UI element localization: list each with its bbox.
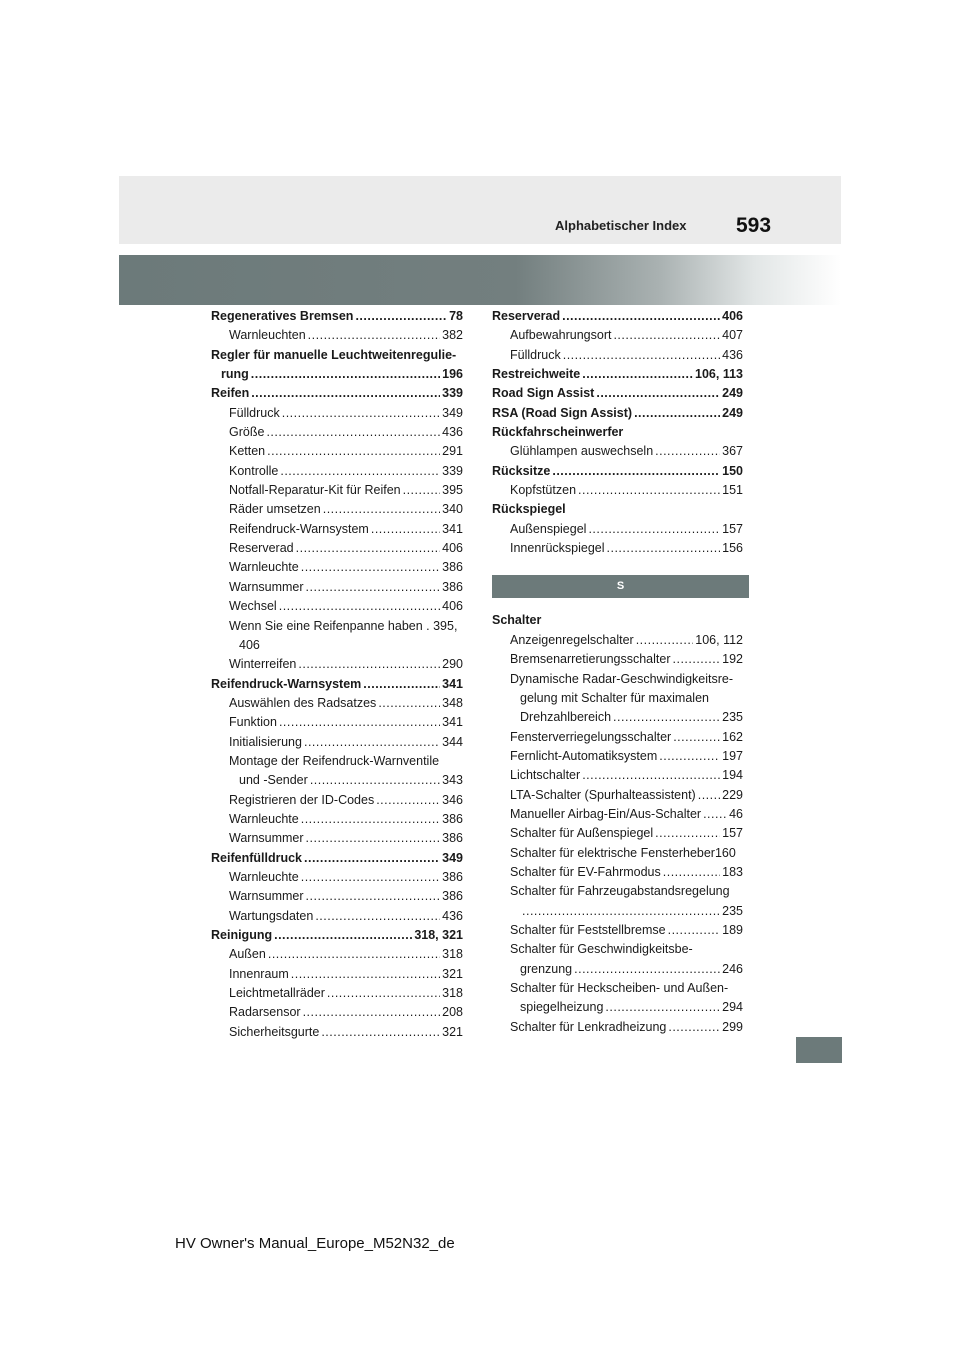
- dot-leader: [308, 326, 440, 345]
- dot-leader: [310, 771, 440, 790]
- index-entry: [492, 960, 743, 979]
- index-entry-label: Auswählen des Radsatzes: [229, 695, 377, 710]
- index-entry-label: Fernlicht-Automatiksystem: [510, 748, 658, 763]
- index-entry-page: 339: [442, 386, 463, 401]
- dot-leader: [268, 945, 440, 964]
- index-entry-label: Schalter für Lenkradheizung: [510, 1019, 667, 1034]
- index-entry-text: Schalter: [492, 613, 542, 628]
- dot-leader: [279, 713, 440, 732]
- index-entry-label: Innenrückspiegel: [510, 541, 605, 556]
- index-entry-label: Warnleuchte: [229, 560, 299, 575]
- index-entry-label: Registrieren der ID-Codes: [229, 792, 375, 807]
- index-entry-label: Warnleuchte: [229, 869, 299, 884]
- index-entry: [211, 307, 463, 326]
- index-entry: [211, 829, 463, 848]
- index-entry-page: 156: [722, 541, 743, 556]
- index-entry-label: RSA (Road Sign Assist): [492, 405, 633, 420]
- index-entry: [211, 539, 463, 558]
- index-entry-text: Wenn Sie eine Reifenpanne haben . 395,: [229, 618, 458, 633]
- index-entry: [211, 675, 463, 694]
- dot-leader: [378, 694, 440, 713]
- index-entry-text: Dynamische Radar-Geschwindigkeitsre-: [510, 671, 733, 686]
- index-entry-label: Fülldruck: [229, 405, 280, 420]
- index-entry: [492, 766, 743, 785]
- index-entry-page: 183: [722, 864, 743, 879]
- index-entry: [211, 887, 463, 906]
- index-entry: [492, 442, 743, 461]
- index-entry: [492, 326, 743, 345]
- index-entry-label: Warnleuchte: [229, 811, 299, 826]
- index-entry: [211, 520, 463, 539]
- dot-leader: [266, 423, 440, 442]
- index-entry-label: Wechsel: [229, 599, 277, 614]
- index-entry-page: 341: [442, 715, 463, 730]
- index-entry-page: 340: [442, 502, 463, 517]
- index-entry: [211, 810, 463, 829]
- index-entry-label: Schalter für Außenspiegel: [510, 826, 654, 841]
- index-entry-page: 436: [722, 347, 743, 362]
- index-entry-label: Initialisierung: [229, 734, 302, 749]
- index-entry-text: Schalter für Heckscheiben- und Außen-: [510, 981, 729, 995]
- dot-leader: [355, 307, 447, 326]
- dot-leader: [613, 326, 720, 345]
- index-entry-label: und -Sender: [239, 773, 308, 788]
- index-entry-page: 246: [722, 961, 743, 976]
- index-entry: [211, 945, 463, 964]
- index-entry-page: 406: [442, 541, 463, 556]
- dot-leader: [659, 747, 720, 766]
- dot-leader: [607, 539, 721, 558]
- index-entry: [211, 1023, 463, 1042]
- index-entry-page: 235: [722, 710, 743, 725]
- index-entry-label: Lichtschalter: [510, 768, 581, 783]
- index-entry: [211, 326, 463, 345]
- index-entry-page: 294: [722, 1000, 743, 1015]
- index-entry: [492, 481, 743, 500]
- index-entry: [492, 998, 743, 1017]
- index-entry-page: 196: [442, 367, 463, 382]
- index-entry-page: 318: [442, 947, 463, 962]
- index-entry-label: Reifendruck-Warnsystem: [229, 521, 369, 536]
- index-entry: [492, 650, 743, 669]
- dot-leader: [280, 462, 440, 481]
- index-entry-page: 407: [722, 328, 743, 343]
- index-entry: [492, 462, 743, 481]
- index-entry: [492, 346, 743, 365]
- dot-leader: [634, 404, 720, 423]
- dot-leader: [251, 384, 440, 403]
- index-entry-label: spiegelheizung: [520, 1000, 604, 1015]
- index-entry: [492, 307, 743, 326]
- index-entry-page: 197: [722, 748, 743, 763]
- index-entry-page: 339: [442, 463, 463, 478]
- index-entry-label: LTA-Schalter (Spurhalteassistent): [510, 787, 696, 802]
- index-entry-label: Warnsummer: [229, 831, 304, 846]
- dot-leader: [306, 829, 441, 848]
- dot-leader: [279, 597, 440, 616]
- index-entry-page: 349: [442, 850, 463, 865]
- index-entry-page: 46: [729, 806, 743, 821]
- dot-leader: [321, 1023, 440, 1042]
- index-entry-page: 235: [722, 903, 743, 918]
- index-entry-text: Schalter für Fahrzeugabstandsregelung: [510, 884, 730, 899]
- index-entry-label: Reifen: [211, 386, 250, 401]
- dot-leader: [298, 655, 440, 674]
- index-entry-label: Reifenfülldruck: [211, 850, 302, 865]
- index-entry-label: Restreichweite: [492, 367, 581, 382]
- index-entry-label: Reserverad: [229, 541, 294, 556]
- index-entry-page: 343: [442, 773, 463, 788]
- index-entry-page: 189: [722, 922, 743, 937]
- index-entry-label: Leichtmetallräder: [229, 986, 325, 1001]
- index-entry-page: 162: [722, 729, 743, 744]
- index-entry-label: Manueller Airbag-Ein/Aus-Schalter: [510, 806, 702, 821]
- index-entry: [211, 481, 463, 500]
- index-entry: [211, 384, 463, 403]
- index-entry-page: 290: [442, 657, 463, 672]
- index-entry-label: Außenspiegel: [510, 521, 587, 536]
- dot-leader: [578, 481, 720, 500]
- dot-leader: [301, 868, 440, 887]
- index-entry: [492, 786, 743, 805]
- dot-leader: [552, 462, 720, 481]
- index-entry-label: Außen: [229, 947, 266, 962]
- index-entry-label: Road Sign Assist: [492, 386, 595, 401]
- dot-leader: [363, 675, 440, 694]
- dot-leader: [282, 404, 440, 423]
- index-entry-label: Ketten: [229, 444, 266, 459]
- dot-leader: [301, 810, 440, 829]
- index-entry-page: 157: [722, 826, 743, 841]
- index-entry: [211, 578, 463, 597]
- dot-leader: [582, 365, 693, 384]
- index-entry-page: 386: [442, 869, 463, 884]
- index-entry: [211, 462, 463, 481]
- index-entry: [492, 824, 743, 843]
- index-entry: [211, 694, 463, 713]
- index-entry-page: 344: [442, 734, 463, 749]
- index-entry-label: Bremsenarretierungsschalter: [510, 652, 671, 667]
- index-entry: [492, 365, 743, 384]
- index-entry: [492, 404, 743, 423]
- index-entry-text: Rückfahrscheinwerfer: [492, 425, 624, 440]
- index-entry: [211, 442, 463, 461]
- index-entry-page: 386: [442, 560, 463, 575]
- index-entry-text: 406: [239, 637, 260, 652]
- index-entry-label: Aufbewahrungsort: [510, 328, 612, 343]
- index-entry: [492, 747, 743, 766]
- index-entry-label: Reserverad: [492, 309, 561, 323]
- index-entry: [492, 805, 743, 824]
- index-entry-page: 299: [722, 1019, 743, 1034]
- index-entry-label: Winterreifen: [229, 657, 297, 672]
- index-column-left: [211, 307, 463, 1042]
- index-entry-page: 349: [442, 405, 463, 420]
- page-number: 593: [736, 214, 772, 237]
- index-entry-page: 395: [442, 483, 463, 498]
- index-entry-page: 341: [442, 676, 463, 691]
- index-entry-page: 386: [442, 579, 463, 594]
- dot-leader: [304, 733, 440, 752]
- index-entry-page: 436: [442, 425, 463, 440]
- index-entry: [211, 868, 463, 887]
- dot-leader: [698, 786, 720, 805]
- index-entry-page: 157: [722, 521, 743, 536]
- index-entry-page: 229: [722, 787, 743, 802]
- dot-leader: [522, 902, 720, 921]
- index-entry-label: rung: [221, 367, 249, 382]
- dot-leader: [668, 921, 721, 940]
- dot-leader: [605, 998, 720, 1017]
- dot-leader: [267, 442, 440, 461]
- index-entry-page: 367: [722, 444, 743, 459]
- index-entry: [211, 849, 463, 868]
- dot-leader: [306, 578, 441, 597]
- index-entry-label: Kontrolle: [229, 463, 279, 478]
- index-entry-label: Warnsummer: [229, 889, 304, 904]
- dot-leader: [304, 849, 440, 868]
- dot-leader: [596, 384, 720, 403]
- index-entry-page: 321: [442, 1024, 463, 1039]
- index-entry: [211, 500, 463, 519]
- index-entry-page: 406: [722, 309, 743, 323]
- index-entry-text: Rückspiegel: [492, 502, 566, 517]
- dot-leader: [291, 965, 440, 984]
- index-entry: [492, 1018, 743, 1037]
- dot-leader: [588, 520, 720, 539]
- dot-leader: [613, 708, 720, 727]
- dot-leader: [371, 520, 440, 539]
- index-entry-label: Drehzahlbereich: [520, 710, 612, 725]
- index-entry: [492, 384, 743, 403]
- index-entry-page: 318: [442, 986, 463, 1001]
- dot-leader: [301, 558, 440, 577]
- index-entry: [211, 984, 463, 1003]
- dot-leader: [303, 1003, 441, 1022]
- index-entry-label: Fensterverriegelungsschalter: [510, 729, 672, 744]
- chapter-side-tab: [796, 1037, 842, 1063]
- index-column-right: [492, 307, 743, 1037]
- index-entry: [211, 558, 463, 577]
- index-entry: [492, 921, 743, 940]
- index-entry-page: 346: [442, 792, 463, 807]
- dot-leader: [673, 728, 720, 747]
- index-entry-label: Warnsummer: [229, 579, 304, 594]
- index-entry-page: 249: [722, 405, 743, 420]
- index-entry-page: 436: [442, 908, 463, 923]
- index-entry-label: Regeneratives Bremsen: [211, 309, 354, 323]
- dot-leader: [663, 863, 720, 882]
- index-entry-label: Reifendruck-Warnsystem: [211, 676, 362, 691]
- index-entry-page: 192: [722, 652, 743, 667]
- index-entry-label: Räder umsetzen: [229, 502, 321, 517]
- index-entry-label: Sicherheitsgurte: [229, 1024, 320, 1039]
- index-entry: [211, 365, 463, 384]
- dot-leader: [574, 960, 720, 979]
- index-entry-text: gelung mit Schalter für maximalen: [520, 690, 709, 705]
- index-entry: [211, 733, 463, 752]
- index-entry-page: 106, 112: [695, 632, 743, 647]
- index-entry-page: 106, 113: [695, 367, 743, 382]
- index-entry-page: 249: [722, 386, 743, 401]
- dot-leader: [274, 926, 412, 945]
- index-entry: [211, 771, 463, 790]
- dot-leader: [403, 481, 441, 500]
- index-entry-page: 318, 321: [414, 928, 463, 942]
- dot-leader: [562, 307, 720, 326]
- index-entry: [211, 907, 463, 926]
- section-header-title: Alphabetischer Index: [555, 218, 687, 233]
- index-entry: [211, 713, 463, 732]
- index-entry-label: Notfall-Reparatur-Kit für Reifen: [229, 483, 401, 498]
- index-entry-label: Warnleuchten: [229, 328, 306, 343]
- index-entry-page: 321: [442, 966, 463, 981]
- index-entry-page: 291: [442, 444, 463, 459]
- index-entry: [492, 728, 743, 747]
- index-entry: [211, 1003, 463, 1022]
- index-entry-label: Fülldruck: [510, 347, 561, 362]
- index-entry-label: grenzung: [520, 961, 573, 976]
- decorative-gradient-band: [119, 255, 841, 305]
- index-entry-label: Reinigung: [211, 928, 273, 942]
- index-entry-label: Radarsensor: [229, 1005, 301, 1020]
- index-entry: [211, 655, 463, 674]
- index-entry-page: 150: [722, 463, 743, 478]
- index-entry-page: 194: [722, 768, 743, 783]
- index-entry: [492, 631, 743, 650]
- index-entry: [492, 708, 743, 727]
- index-entry-page: 151: [722, 483, 743, 498]
- index-entry: [211, 791, 463, 810]
- dot-leader: [668, 1018, 720, 1037]
- dot-leader: [327, 984, 440, 1003]
- index-entry: [211, 597, 463, 616]
- index-entry: [492, 520, 743, 539]
- index-entry-page: 78: [449, 309, 463, 323]
- index-entry-page: 386: [442, 811, 463, 826]
- index-entry-page: 208: [442, 1005, 463, 1020]
- dot-leader: [636, 631, 694, 650]
- index-entry-label: Schalter für EV-Fahrmodus: [510, 864, 661, 879]
- index-entry: [211, 404, 463, 423]
- index-entry: [211, 926, 463, 945]
- index-entry-page: 386: [442, 889, 463, 904]
- dot-leader: [296, 539, 441, 558]
- header-band: [119, 176, 841, 244]
- dot-leader: [251, 365, 440, 384]
- dot-leader: [306, 887, 441, 906]
- dot-leader: [315, 907, 440, 926]
- index-entry-page: 406: [442, 599, 463, 614]
- index-entry-page: 348: [442, 695, 463, 710]
- index-entry-label: Rücksitze: [492, 463, 551, 478]
- index-entry-label: Funktion: [229, 715, 277, 730]
- index-entry: [211, 423, 463, 442]
- index-entry-page: 341: [442, 521, 463, 536]
- footer-manual-id: HV Owner's Manual_Europe_M52N32_de: [175, 1235, 455, 1252]
- index-entry-label: Innenraum: [229, 966, 289, 981]
- dot-leader: [703, 805, 727, 824]
- index-entry: [492, 902, 743, 921]
- index-entry-page: 386: [442, 831, 463, 846]
- index-entry-page: 382: [442, 328, 463, 343]
- index-entry-label: Größe: [229, 425, 265, 440]
- index-entry-text: Montage der Reifendruck-Warnventile: [229, 753, 440, 768]
- index-entry: [492, 863, 743, 882]
- dot-leader: [582, 766, 720, 785]
- index-entry-text: Schalter für elektrische Fensterheber160: [510, 845, 736, 860]
- index-entry-text: Regler für manuelle Leuchtweitenregulie-: [211, 347, 457, 362]
- dot-leader: [323, 500, 440, 519]
- dot-leader: [376, 791, 440, 810]
- index-entry-text: Schalter für Geschwindigkeitsbe-: [510, 942, 693, 957]
- dot-leader: [563, 346, 720, 365]
- section-letter-bar: S: [492, 575, 749, 598]
- dot-leader: [655, 824, 720, 843]
- index-entry-label: Anzeigenregelschalter: [510, 632, 634, 647]
- index-entry-label: Wartungsdaten: [229, 908, 314, 923]
- dot-leader: [655, 442, 720, 461]
- index-entry-label: Kopfstützen: [510, 483, 577, 498]
- dot-leader: [673, 650, 721, 669]
- index-entry: [211, 965, 463, 984]
- index-entry-label: Schalter für Feststellbremse: [510, 922, 666, 937]
- index-entry-label: Glühlampen auswechseln: [510, 444, 654, 459]
- index-entry: [492, 539, 743, 558]
